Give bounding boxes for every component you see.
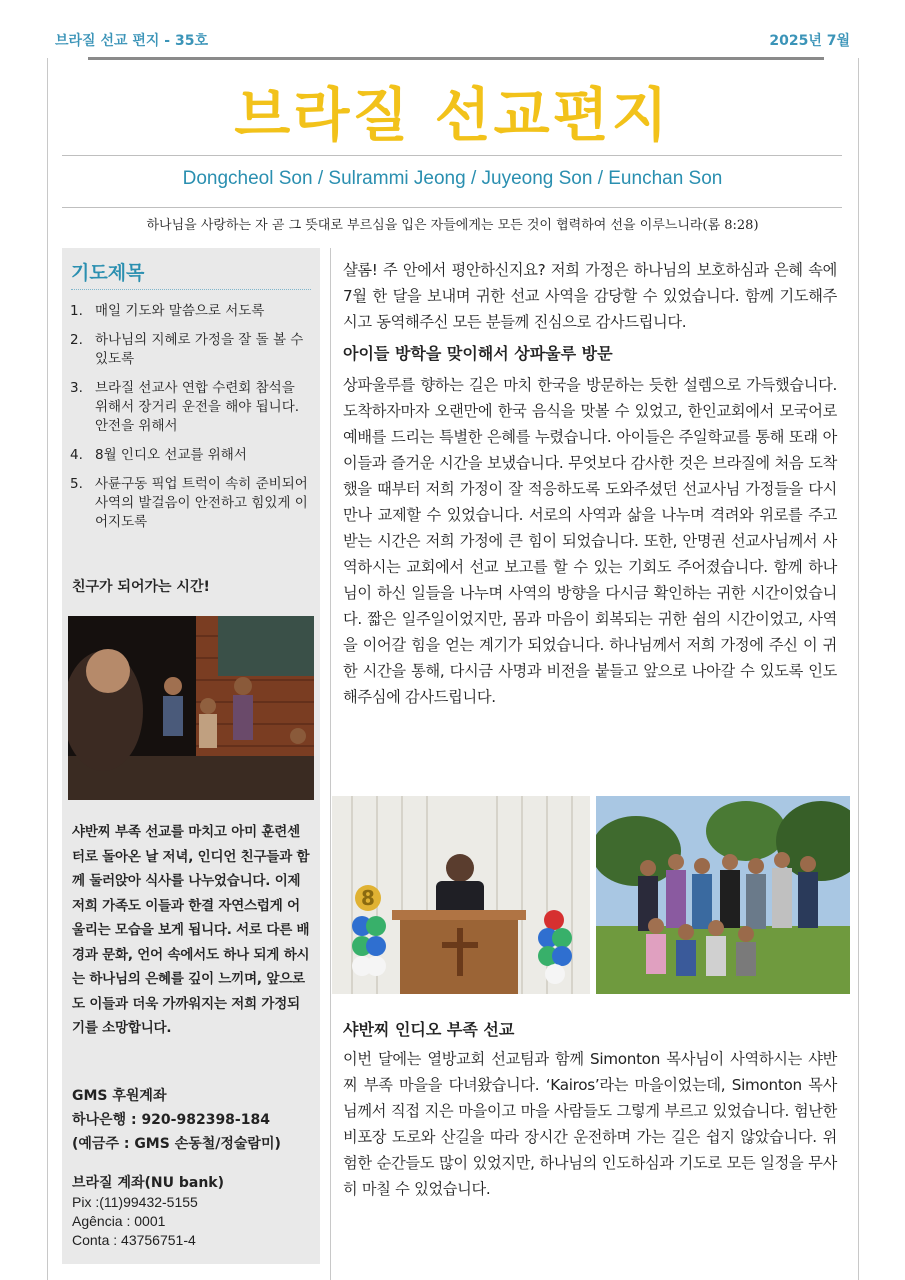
tribe-paragraph: 이번 달에는 열방교회 선교팀과 함께 Simonton 목사님이 사역하시는 샤반찌 부족 마을을 다녀왔습니다. ‘Kairos’라는 마을이었는데, Simonton 목사님께서 직접 지은 마을이고 마을 사람들도 그렇게 부르고 있었습니다. 험난한 비포장 도로와 산길을 따라 장시간 운전하며 가는 길은 쉽지 않았습니다. 위험한 순간들도 많이 있었지만, 하나님의 인도하심과 기도로 모든 일정을 무사히 마칠 수 있었습니다. [343, 1050, 837, 1198]
page-frame-left [47, 58, 48, 1280]
tribe-heading: 샤반찌 인디오 부족 선교 [343, 1020, 515, 1039]
column-divider [330, 248, 331, 1280]
visit-paragraph: 상파울루를 향하는 길은 마치 한국을 방문하는 듯한 설렘으로 가득했습니다. 도착하자마자 오랜만에 한국 음식을 맛볼 수 있었고, 한인교회에서 모국어로 예배를 드리는 특별한 은혜를 누렸습니다. 아이들은 주일학교를 통해 또래 아이들과 즐거운 시간을 보냈습니다. 무엇보다 감사한 것은 브라질에 처음 도착했을 때부터 저희 가정이 잘 적응하도록 도와주셨던 선교사님 가정들을 다시 만나 교제할 수 있었습니다. 서로의 사역과 삶을 나누며 격려와 위로를 주고받는 시간은 저희 가정에 큰 힘이 되었습니다. 또한, 안명권 선교사님께서 사역하시는 교회에서 선교 보고를 할 수 있는 기회도 주어졌습니다. 함께 하나님이 하신 일들을 나누며 사역의 방향을 다시금 확인하는 귀한 시간이었습니다. 짧은 일주일이었지만, 몸과 마음이 회복되는 귀한 쉼의 시간이었고, 사역을 이어갈 힘을 얻는 계기가 되었습니다. 하나님께서 저희 가정에 주신 이 귀한 시간을 통해, 다시금 사명과 비전을 붙들고 앞으로 나아갈 수 있도록 인도해주심에 감사드립니다. [343, 376, 837, 706]
family-names: Dongcheol Son / Sulrammi Jeong / Juyeong Son / Eunchan Son [182, 168, 723, 189]
title-top-bar [88, 57, 824, 60]
page-title: 브라질 선교편지 [234, 81, 671, 149]
prayer-divider [71, 289, 311, 290]
bank-brazil-pix: Pix :(11)99432-5155 [72, 1194, 198, 1210]
bank-brazil-title: 브라질 계좌(NU bank) [72, 1175, 224, 1191]
prayer-item: 1. 매일 기도와 말씀으로 서도록 [70, 303, 265, 319]
visit-heading: 아이들 방학을 맞이해서 상파울루 방문 [343, 344, 613, 363]
photo-group [596, 796, 850, 994]
bank-korea-holder: (예금주 : GMS 손동철/정술람미) [72, 1136, 281, 1152]
bank-brazil [72, 1193, 198, 1250]
bank-korea [72, 1084, 317, 1156]
page-frame-right [858, 58, 859, 1280]
prayer-item: 4. 8월 인디오 선교를 위해서 [70, 447, 247, 463]
balloon-number: 8 [361, 886, 375, 910]
issue-date: 2025년 7월 [769, 33, 850, 49]
prayer-item: 2. 하나님의 지혜로 가정을 잘 돌 볼 수 있도록 [70, 332, 304, 367]
issue-label: 브라질 선교 편지 - 35호 [55, 33, 208, 49]
prayer-title: 기도제목 [71, 262, 145, 284]
photo-church-report [332, 796, 590, 994]
photo-evening-meal [68, 616, 314, 800]
friend-title: 친구가 되어가는 시간! [72, 579, 210, 595]
divider-bottom [62, 207, 842, 208]
bank-korea-title: GMS 후원계좌 [72, 1088, 167, 1104]
intro-paragraph: 샬롬! 주 안에서 평안하신지요? 저희 가정은 하나님의 보호하심과 은혜 속에 7월 한 달을 보내며 귀한 선교 사역을 감당할 수 있었습니다. 함께 기도해주시고 동역해주신 모든 분들께 진심으로 감사드립니다. [343, 261, 837, 331]
friend-caption: 샤반찌 부족 선교를 마치고 아미 훈련센터로 돌아온 날 저녁, 인디언 친구들과 함께 둘러앉아 식사를 나누었습니다. 이제 저희 가족도 이들과 한결 자연스럽게 어울리는 모습을 보게 됩니다. 서로 다른 배경과 문화, 언어 속에서도 하나 되게 하시는 하나님의 은혜를 깊이 느끼며, 앞으로도 이들과 더욱 가까워지는 저희 가정되기를 소망합니다. [72, 824, 310, 1036]
divider-top [62, 155, 842, 156]
bank-brazil-conta: Conta : 43756751-4 [72, 1232, 196, 1248]
bank-korea-account: 하나은행 : 920-982398-184 [72, 1112, 270, 1128]
prayer-item: 5. 사륜구동 픽업 트럭이 속히 준비되어 사역의 발걸음이 안전하고 힘있게 이어지도록 [70, 476, 308, 530]
prayer-item: 3. 브라질 선교사 연합 수련회 참석을 위해서 장거리 운전을 해야 됩니다. 안전을 위해서 [70, 380, 300, 434]
bible-verse: 하나님을 사랑하는 자 곧 그 뜻대로 부르심을 입은 자들에게는 모든 것이 협력하여 선을 이루느니라(롬 8:28) [146, 218, 759, 233]
prayer-list [70, 302, 310, 542]
bank-brazil-agency: Agência : 0001 [72, 1213, 166, 1229]
